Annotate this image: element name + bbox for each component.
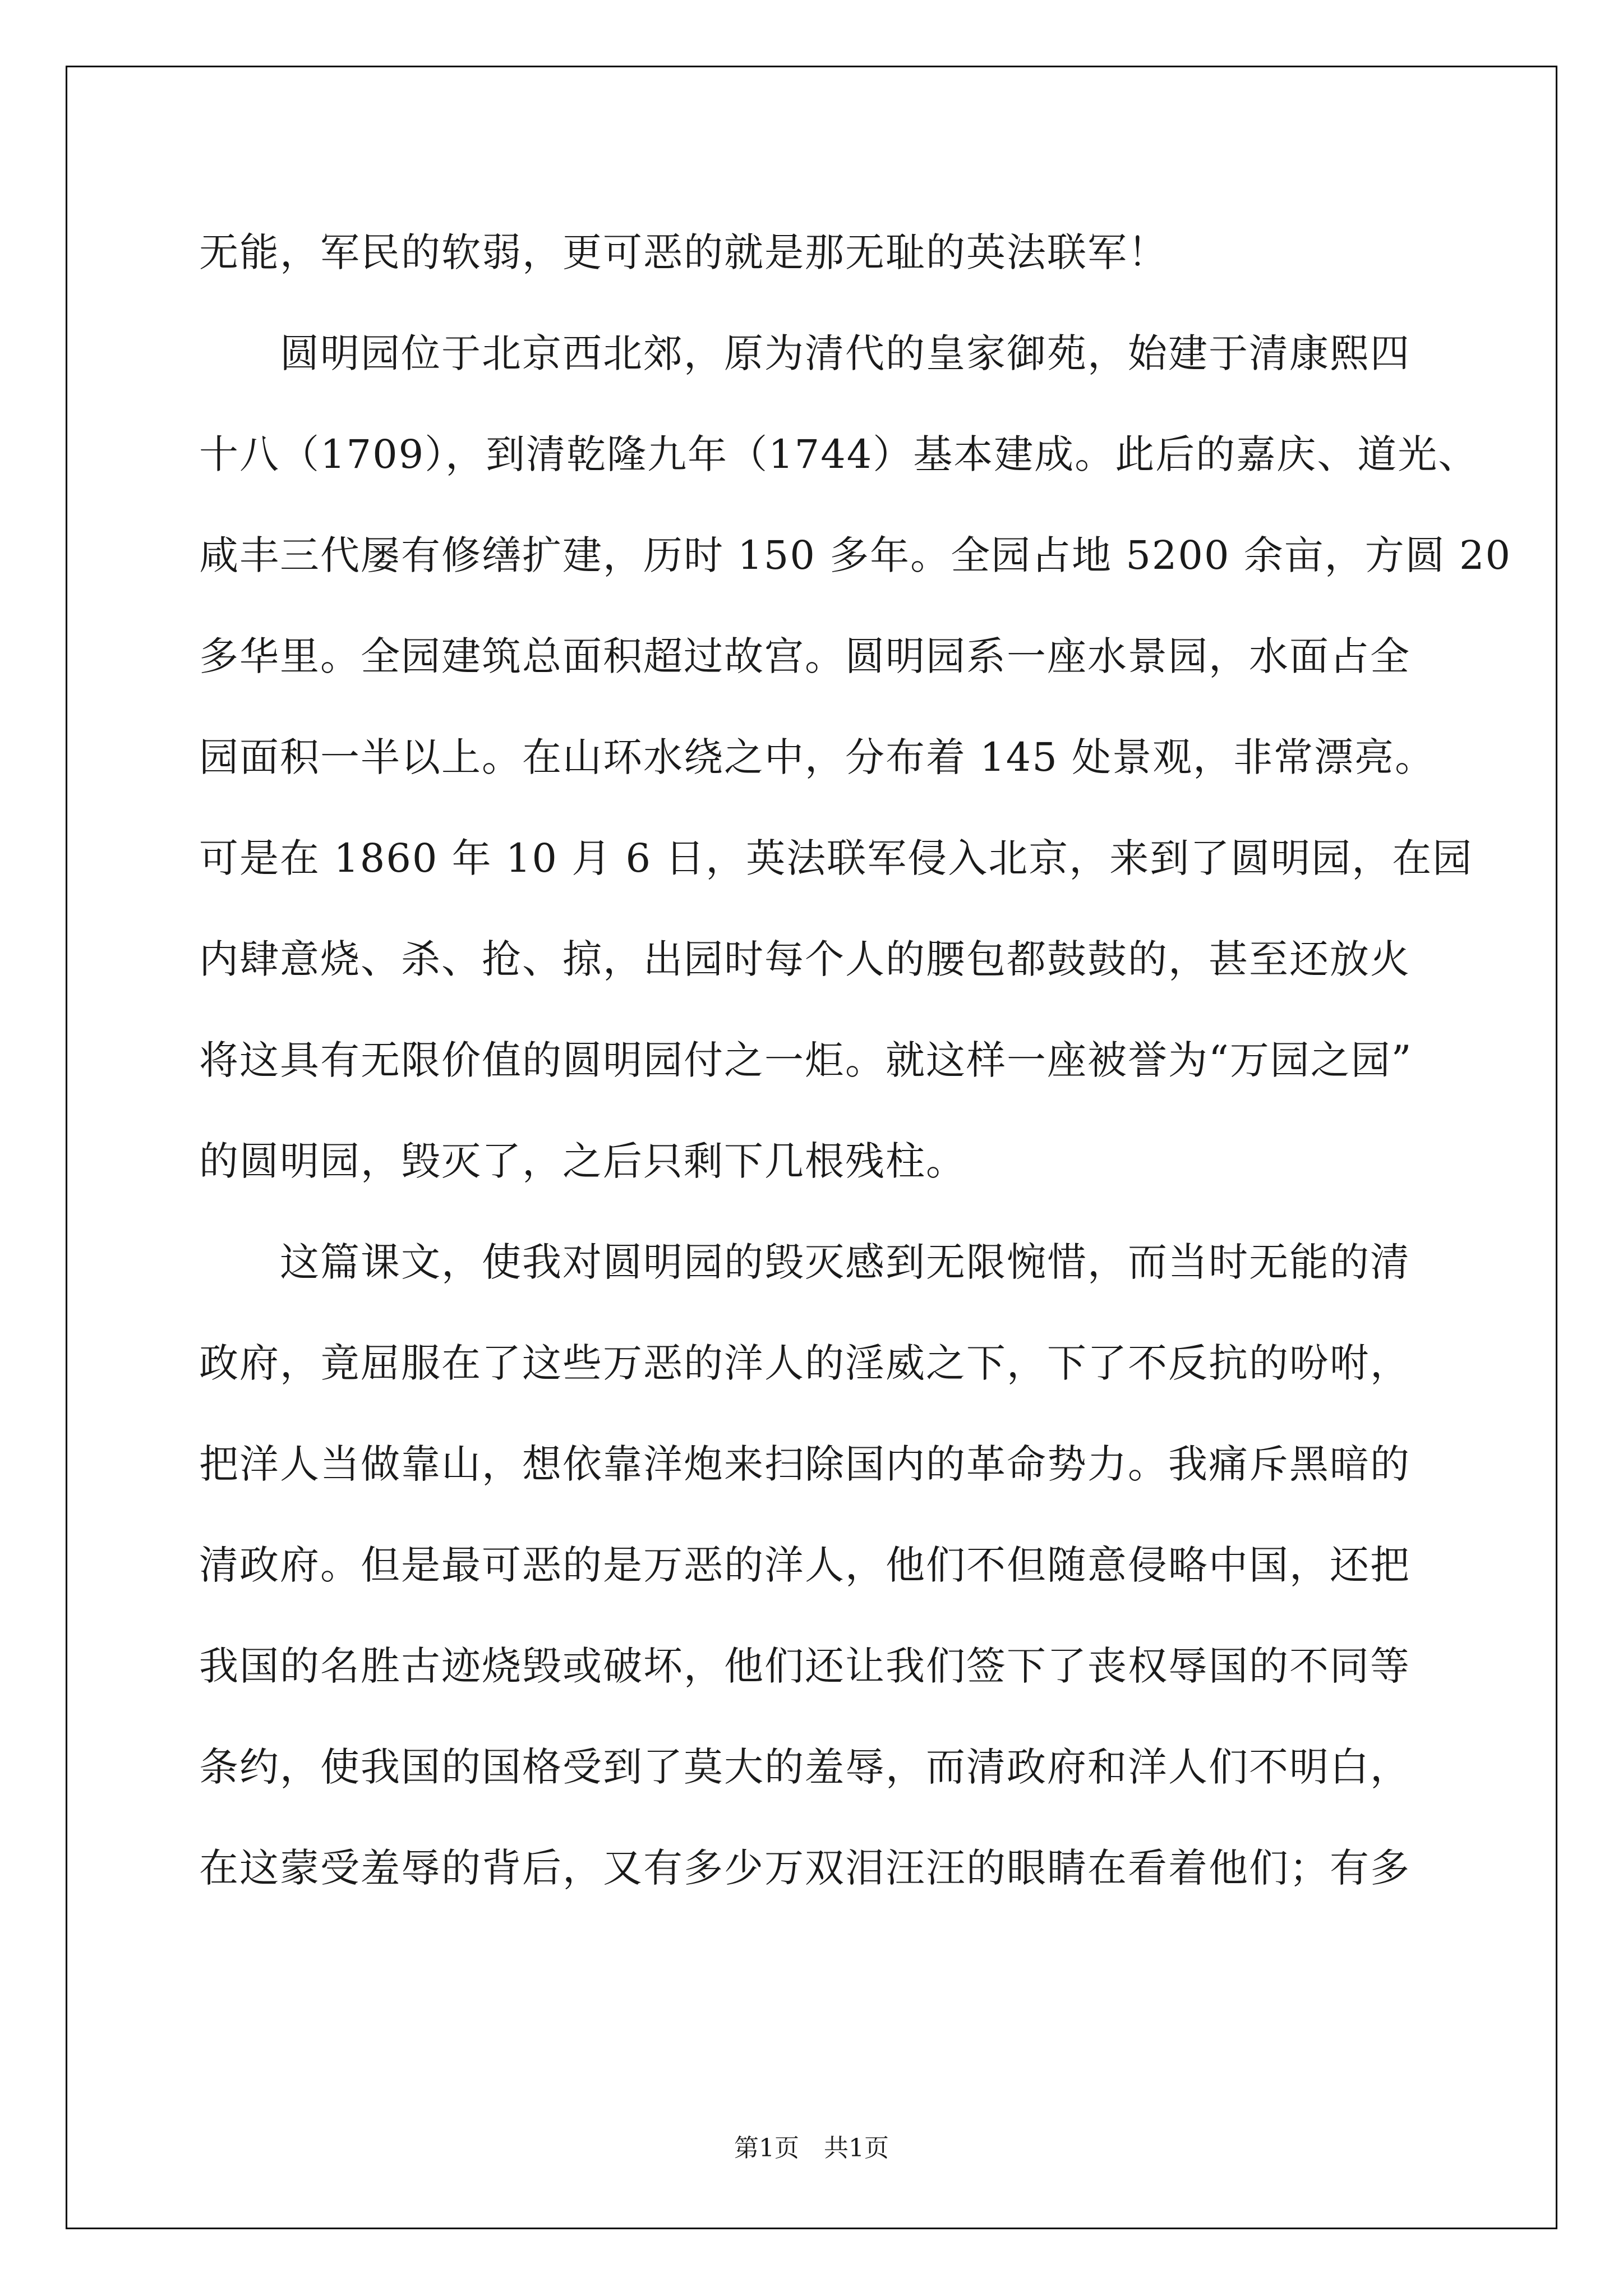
text-line: 这篇课文，使我对圆明园的毁灭感到无限惋惜，而当时无能的清 (199, 1239, 1410, 1285)
text-line: 圆明园位于北京西北郊，原为清代的皇家御苑，始建于清康熙四 (199, 330, 1410, 376)
text-line: 把洋人当做靠山，想依靠洋炮来扫除国内的革命势力。我痛斥黑暗的 (199, 1441, 1410, 1487)
text-line: 我国的名胜古迹烧毁或破坏，他们还让我们签下了丧权辱国的不同等 (199, 1643, 1410, 1689)
text-line: 政府，竟屈服在了这些万恶的洋人的淫威之下，下了不反抗的吩咐， (199, 1340, 1410, 1386)
text-line: 内肆意烧、杀、抢、掠，出园时每个人的腰包都鼓鼓的，甚至还放火 (199, 936, 1410, 982)
text-line: 的圆明园，毁灭了，之后只剩下几根残柱。 (199, 1138, 966, 1184)
text-line: 在这蒙受羞辱的背后，又有多少万双泪汪汪的眼睛在看着他们；有多 (199, 1845, 1410, 1891)
text-line: 可是在 1860 年 10 月 6 日，英法联军侵入北京，来到了圆明园，在园 (199, 835, 1473, 881)
text-line: 十八（1709），到清乾隆九年（1744）基本建成。此后的嘉庆、道光、 (199, 431, 1479, 477)
text-line: 多华里。全园建筑总面积超过故宫。圆明园系一座水景园，水面占全 (199, 633, 1410, 679)
page-number-footer: 第1页 共1页 (734, 2134, 889, 2162)
document-body (199, 202, 1512, 1918)
text-line: 园面积一半以上。在山环水绕之中，分布着 145 处景观，非常漂亮。 (199, 734, 1436, 780)
text-line: 条约，使我国的国格受到了莫大的羞辱，而清政府和洋人们不明白， (199, 1744, 1410, 1790)
text-line: 清政府。但是最可恶的是万恶的洋人，他们不但随意侵略中国，还把 (199, 1542, 1410, 1588)
text-line: 咸丰三代屡有修缮扩建，历时 150 多年。全园占地 5200 余亩，方圆 20 (199, 532, 1512, 578)
text-line: 无能，军民的软弱，更可恶的就是那无耻的英法联军！ (199, 229, 1168, 275)
text-line: 将这具有无限价值的圆明园付之一炬。就这样一座被誉为“万园之园” (199, 1037, 1413, 1083)
